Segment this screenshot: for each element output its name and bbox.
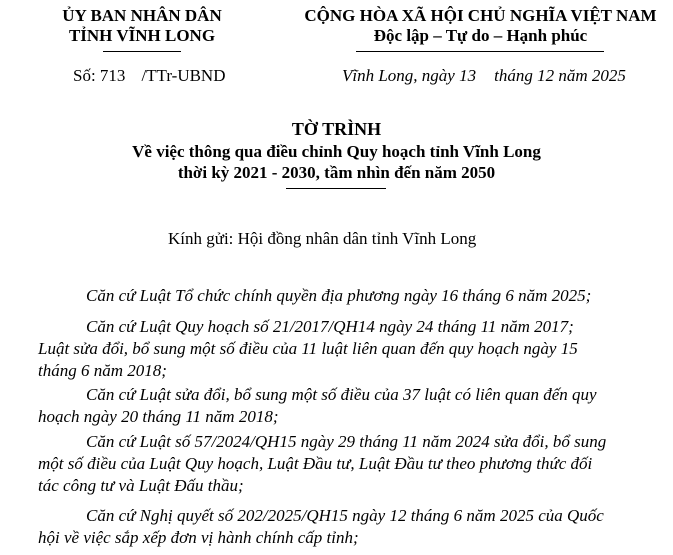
agency-name-line1: ỦY BAN NHÂN DÂN [62, 6, 222, 25]
paragraph-line: một số điều của Luật Quy hoạch, Luật Đầu tư, Luật Đầu tư theo phương thức đối [38, 454, 593, 473]
title-underline [286, 188, 386, 189]
nation-name: CỘNG HÒA XÃ HỘI CHỦ NGHĨA VIỆT NAM [304, 6, 657, 25]
motto-underline [356, 51, 604, 52]
subject-line2: thời kỳ 2021 - 2030, tầm nhìn đến năm 2050 [177, 163, 496, 182]
place-date [342, 66, 626, 86]
paragraph-line: tác công tư và Luật Đấu thầu; [38, 476, 244, 495]
paragraph-4 [38, 431, 638, 497]
paragraph-line: Căn cứ Nghị quyết số 202/2025/QH15 ngày 12 tháng 6 năm 2025 của Quốc [86, 506, 604, 525]
paragraph-5 [38, 505, 638, 549]
recipient: Kính gửi: Hội đồng nhân dân tỉnh Vĩnh Long [168, 229, 477, 248]
paragraph-line: Luật sửa đổi, bổ sung một số điều của 11 luật liên quan đến quy hoạch ngày 15 [38, 339, 578, 358]
paragraph-1 [38, 285, 638, 307]
paragraph-2 [38, 316, 638, 382]
place-date-part2: tháng 12 năm 2025 [494, 66, 626, 85]
paragraph-line: hội về việc sắp xếp đơn vị hành chính cấp tỉnh; [38, 528, 359, 547]
subject-line1: Về việc thông qua điều chỉnh Quy hoạch tỉnh Vĩnh Long [132, 142, 541, 161]
paragraph-line: Căn cứ Luật số 57/2024/QH15 ngày 29 tháng 11 năm 2024 sửa đổi, bổ sung [86, 432, 607, 451]
paragraph-line: Căn cứ Luật Quy hoạch số 21/2017/QH14 ngày 24 tháng 11 năm 2017; [86, 317, 574, 336]
nation-motto: Độc lập – Tự do – Hạnh phúc [373, 26, 588, 45]
place-date-part1: Vĩnh Long, ngày 13 [342, 66, 477, 85]
agency-name-line2: TỈNH VĨNH LONG [68, 26, 216, 45]
paragraph-line: Căn cứ Luật sửa đổi, bổ sung một số điều của 37 luật có liên quan đến quy [86, 385, 597, 404]
paragraph-line: Căn cứ Luật Tổ chức chính quyền địa phương ngày 16 tháng 6 năm 2025; [86, 286, 592, 305]
paragraph-3 [38, 384, 638, 428]
doc-number [73, 66, 225, 86]
paragraph-line: hoạch ngày 20 tháng 11 năm 2018; [38, 407, 279, 426]
doc-number-prefix: Số: 713 [73, 66, 126, 85]
agency-underline [103, 51, 181, 52]
doc-number-suffix: /TTr-UBND [141, 66, 226, 85]
paragraph-line: tháng 6 năm 2018; [38, 361, 167, 380]
document-type: TỜ TRÌNH [291, 119, 382, 139]
